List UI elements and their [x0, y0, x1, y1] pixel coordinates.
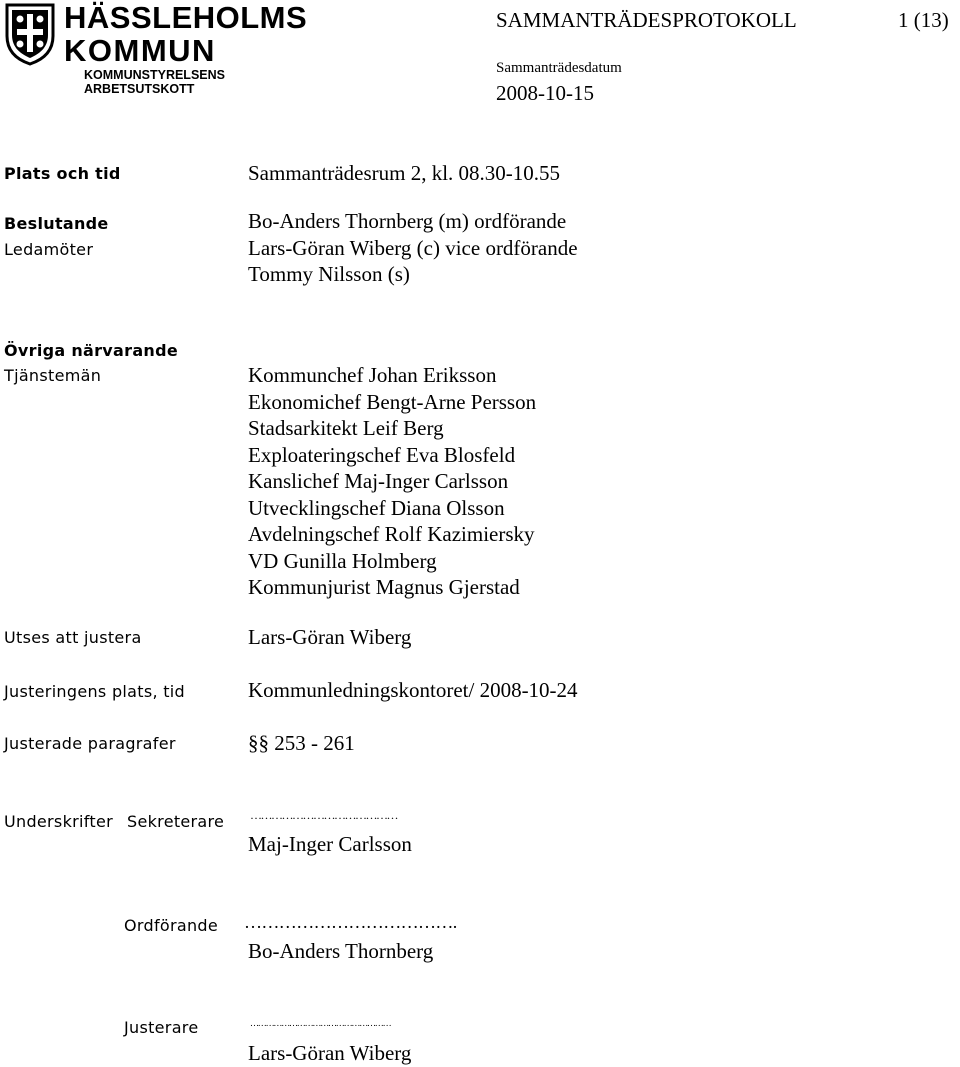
page-number: 1 (13) — [898, 8, 949, 32]
ledamoter-label: Ledamöter — [4, 240, 94, 259]
list-item: Avdelningschef Rolf Kazimiersky — [248, 522, 535, 546]
beslutande-label: Beslutande — [4, 214, 109, 233]
sekreterare-signature-line: …………………………………… — [250, 808, 397, 822]
sekreterare-name: Maj-Inger Carlsson — [248, 832, 412, 856]
ordforande-name: Bo-Anders Thornberg — [248, 939, 434, 963]
sekreterare-role: Sekreterare — [127, 812, 225, 831]
justerare-role: Justerare — [124, 1018, 199, 1037]
coat-of-arms-icon — [4, 2, 56, 66]
meeting-date: 2008-10-15 — [496, 81, 594, 105]
underskrifter-label: Underskrifter — [4, 812, 114, 831]
plats-value: Sammanträdesrum 2, kl. 08.30-10.55 — [248, 161, 561, 185]
tjanstemen-label: Tjänstemän — [4, 366, 102, 385]
utses-label: Utses att justera — [4, 628, 142, 647]
justerare-signature-line: ……………………………………………… — [250, 1018, 391, 1028]
paragrafer-label: Justerade paragrafer — [4, 734, 176, 753]
logo-name-line2: KOMMUN — [64, 33, 216, 68]
ovriga-label: Övriga närvarande — [4, 341, 179, 360]
logo-sub-line1: KOMMUNSTYRELSENS — [84, 68, 225, 82]
member-list — [248, 208, 578, 288]
list-item: VD Gunilla Holmberg — [248, 548, 437, 573]
list-item: Bo-Anders Thornberg (m) ordförande — [248, 209, 567, 233]
municipality-logo — [4, 0, 308, 98]
utses-value: Lars-Göran Wiberg — [248, 625, 412, 649]
list-item: Stadsarkitekt Leif Berg — [248, 416, 444, 440]
justerare-name: Lars-Göran Wiberg — [248, 1041, 412, 1065]
official-list — [248, 362, 536, 601]
ordforande-signature-line: ………………………………. — [244, 912, 457, 932]
logo-sub-line2: ARBETSUTSKOTT — [84, 82, 195, 96]
justering-value: Kommunledningskontoret/ 2008-10-24 — [248, 678, 578, 702]
list-item: Kommunchef Johan Eriksson — [248, 363, 497, 387]
ordforande-role: Ordförande — [124, 916, 218, 935]
justering-label: Justeringens plats, tid — [4, 682, 186, 701]
document-type: SAMMANTRÄDESPROTOKOLL — [496, 8, 797, 32]
list-item: Kanslichef Maj-Inger Carlsson — [248, 469, 509, 493]
list-item: Kommunjurist Magnus Gjerstad — [248, 575, 520, 599]
list-item: Ekonomichef Bengt-Arne Persson — [248, 389, 537, 414]
meeting-date-label: Sammanträdesdatum — [496, 60, 622, 76]
logo-name-line1: HÄSSLEHOLMS — [64, 0, 308, 35]
paragrafer-value: §§ 253 - 261 — [248, 731, 355, 755]
list-item: Lars-Göran Wiberg (c) vice ordförande — [248, 235, 578, 260]
plats-label: Plats och tid — [4, 164, 121, 183]
list-item: Exploateringschef Eva Blosfeld — [248, 442, 516, 467]
list-item: Tommy Nilsson (s) — [248, 262, 410, 286]
list-item: Utvecklingschef Diana Olsson — [248, 495, 505, 520]
